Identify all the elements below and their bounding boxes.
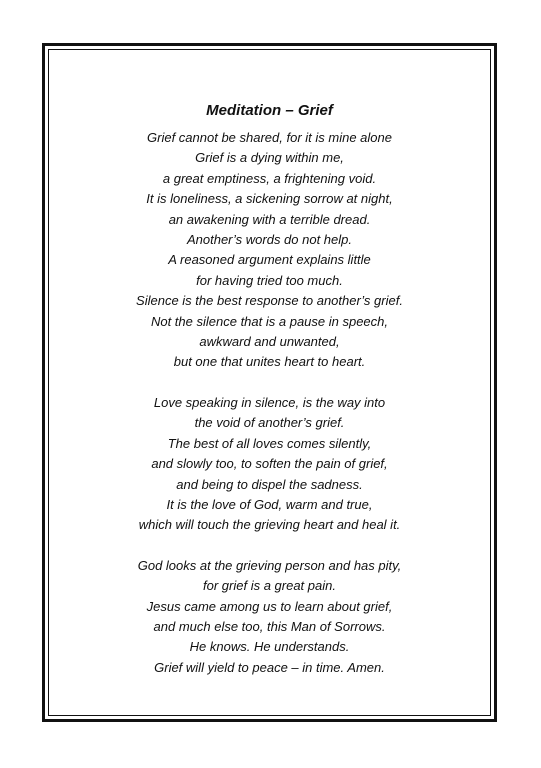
poem (45, 102, 494, 698)
poem-line: and slowly too, to soften the pain of grief, (151, 456, 388, 472)
poem-line: Love speaking in silence, is the way into (153, 394, 386, 410)
poem-line: awkward and unwanted, (199, 334, 340, 350)
poem-line: and much else too, this Man of Sorrows. (153, 618, 386, 634)
poem-line: a great emptiness, a frightening void. (162, 170, 377, 186)
poem-line: for grief is a great pain. (203, 578, 336, 594)
poem-line: God looks at the grieving person and has pity, (137, 557, 402, 573)
poem-line: The best of all loves comes silently, (167, 435, 372, 451)
page-border (42, 43, 497, 722)
poem-line: Grief cannot be shared, for it is mine alone (147, 130, 392, 145)
poem-line: an awakening with a terrible dread. (168, 211, 371, 227)
poem-line: the void of another’s grief. (194, 415, 345, 431)
poem-line: Not the silence that is a pause in speech, (150, 313, 389, 329)
poem-line: and being to dispel the sadness. (176, 476, 363, 492)
poem-line: which will touch the grieving heart and heal it. (138, 517, 401, 533)
poem-title: Meditation – Grief (206, 102, 333, 119)
poem-line: Jesus came among us to learn about grief, (146, 598, 393, 614)
poem-line: for having tried too much. (196, 272, 343, 288)
stanza-1 (45, 128, 494, 373)
poem-line: Grief will yield to peace – in time. Amen. (154, 659, 385, 675)
poem-line: Silence is the best response to another’s grief. (136, 293, 403, 309)
stanza-2 (45, 393, 494, 536)
poem-line: but one that unites heart to heart. (173, 354, 366, 370)
poem-line: It is the love of God, warm and true, (166, 496, 373, 512)
poem-line: A reasoned argument explains little (168, 252, 371, 268)
poem-line: Grief is a dying within me, (195, 150, 344, 166)
poem-line: It is loneliness, a sickening sorrow at night, (146, 191, 393, 207)
poem-line: He knows. He understands. (189, 639, 350, 655)
poem-line: Another’s words do not help. (186, 232, 352, 248)
stanza-3 (45, 556, 494, 678)
